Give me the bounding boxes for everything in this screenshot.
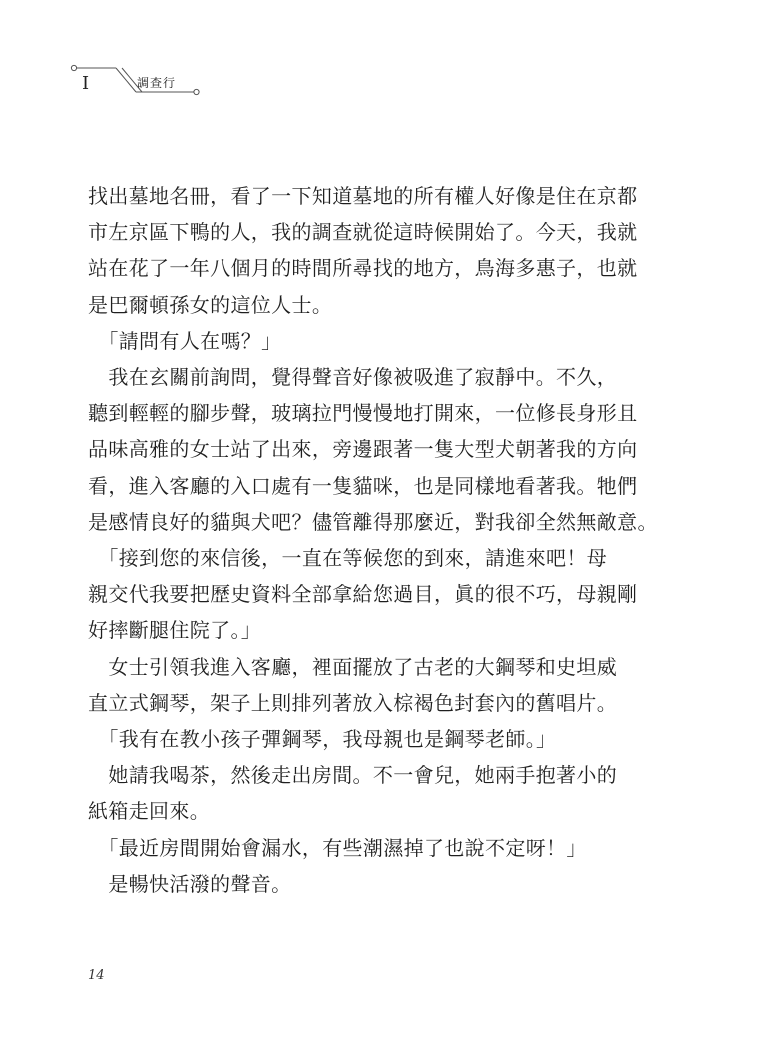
text-line: 紙箱走回來。 [88,799,211,824]
text-line: 「請問有人在嗎？」 [88,328,282,353]
text-line: 是巴爾頓孫女的這位人士。 [88,292,333,317]
text-line: 「接到您的來信後，一直在等候您的到來，請進來吧！母 [88,546,608,571]
text-line: 找出墓地名冊，看了一下知道墓地的所有權人好像是住在京都 [88,184,638,208]
text-line: 站在花了一年八個月的時間所尋找的地方，鳥海多惠子，也就 [88,256,638,281]
text-line: 品味高雅的女士站了出來，旁邊跟著一隻大型犬朝著我的方向 [88,437,638,462]
chapter-title: 調查行 [137,76,177,90]
text-line: 女士引領我進入客廳，裡面擺放了古老的大鋼琴和史坦威 [88,654,618,679]
text-line: 我在玄關前詢問，覺得聲音好像被吸進了寂靜中。不久， [88,365,618,390]
text-line: 好摔斷腿住院了。」 [88,618,262,643]
text-line: 直立式鋼琴，架子上則排列著放入棕褐色封套內的舊唱片。 [88,690,618,715]
text-line: 聽到輕輕的腳步聲，玻璃拉門慢慢地打開來，一位修長身形且 [88,401,638,426]
text-line: 她請我喝茶，然後走出房間。不一會兒，她兩手抱著小的 [88,763,618,788]
text-line: 看，進入客廳的入口處有一隻貓咪，也是同樣地看著我。牠們 [88,473,638,498]
chapter-numeral: I [82,73,90,94]
text-line: 「我有在教小孩子彈鋼琴，我母親也是鋼琴老師。」 [88,727,557,752]
text-line: 市左京區下鴨的人，我的調查就從這時候開始了。今天，我就 [88,220,638,245]
page-number: 14 [88,968,105,983]
text-line: 是感情良好的貓與犬吧？儘管離得那麼近，對我卻全然無敵意。 [88,509,658,534]
chapter-header-ornament [70,62,200,102]
text-line: 「最近房間開始會漏水，有些潮濕掉了也說不定呀！」 [88,835,587,860]
text-line: 親交代我要把歷史資料全部拿給您過目，眞的很不巧，母親剛 [88,582,638,607]
body-text [88,178,658,902]
text-line: 是暢快活潑的聲音。 [88,871,292,896]
